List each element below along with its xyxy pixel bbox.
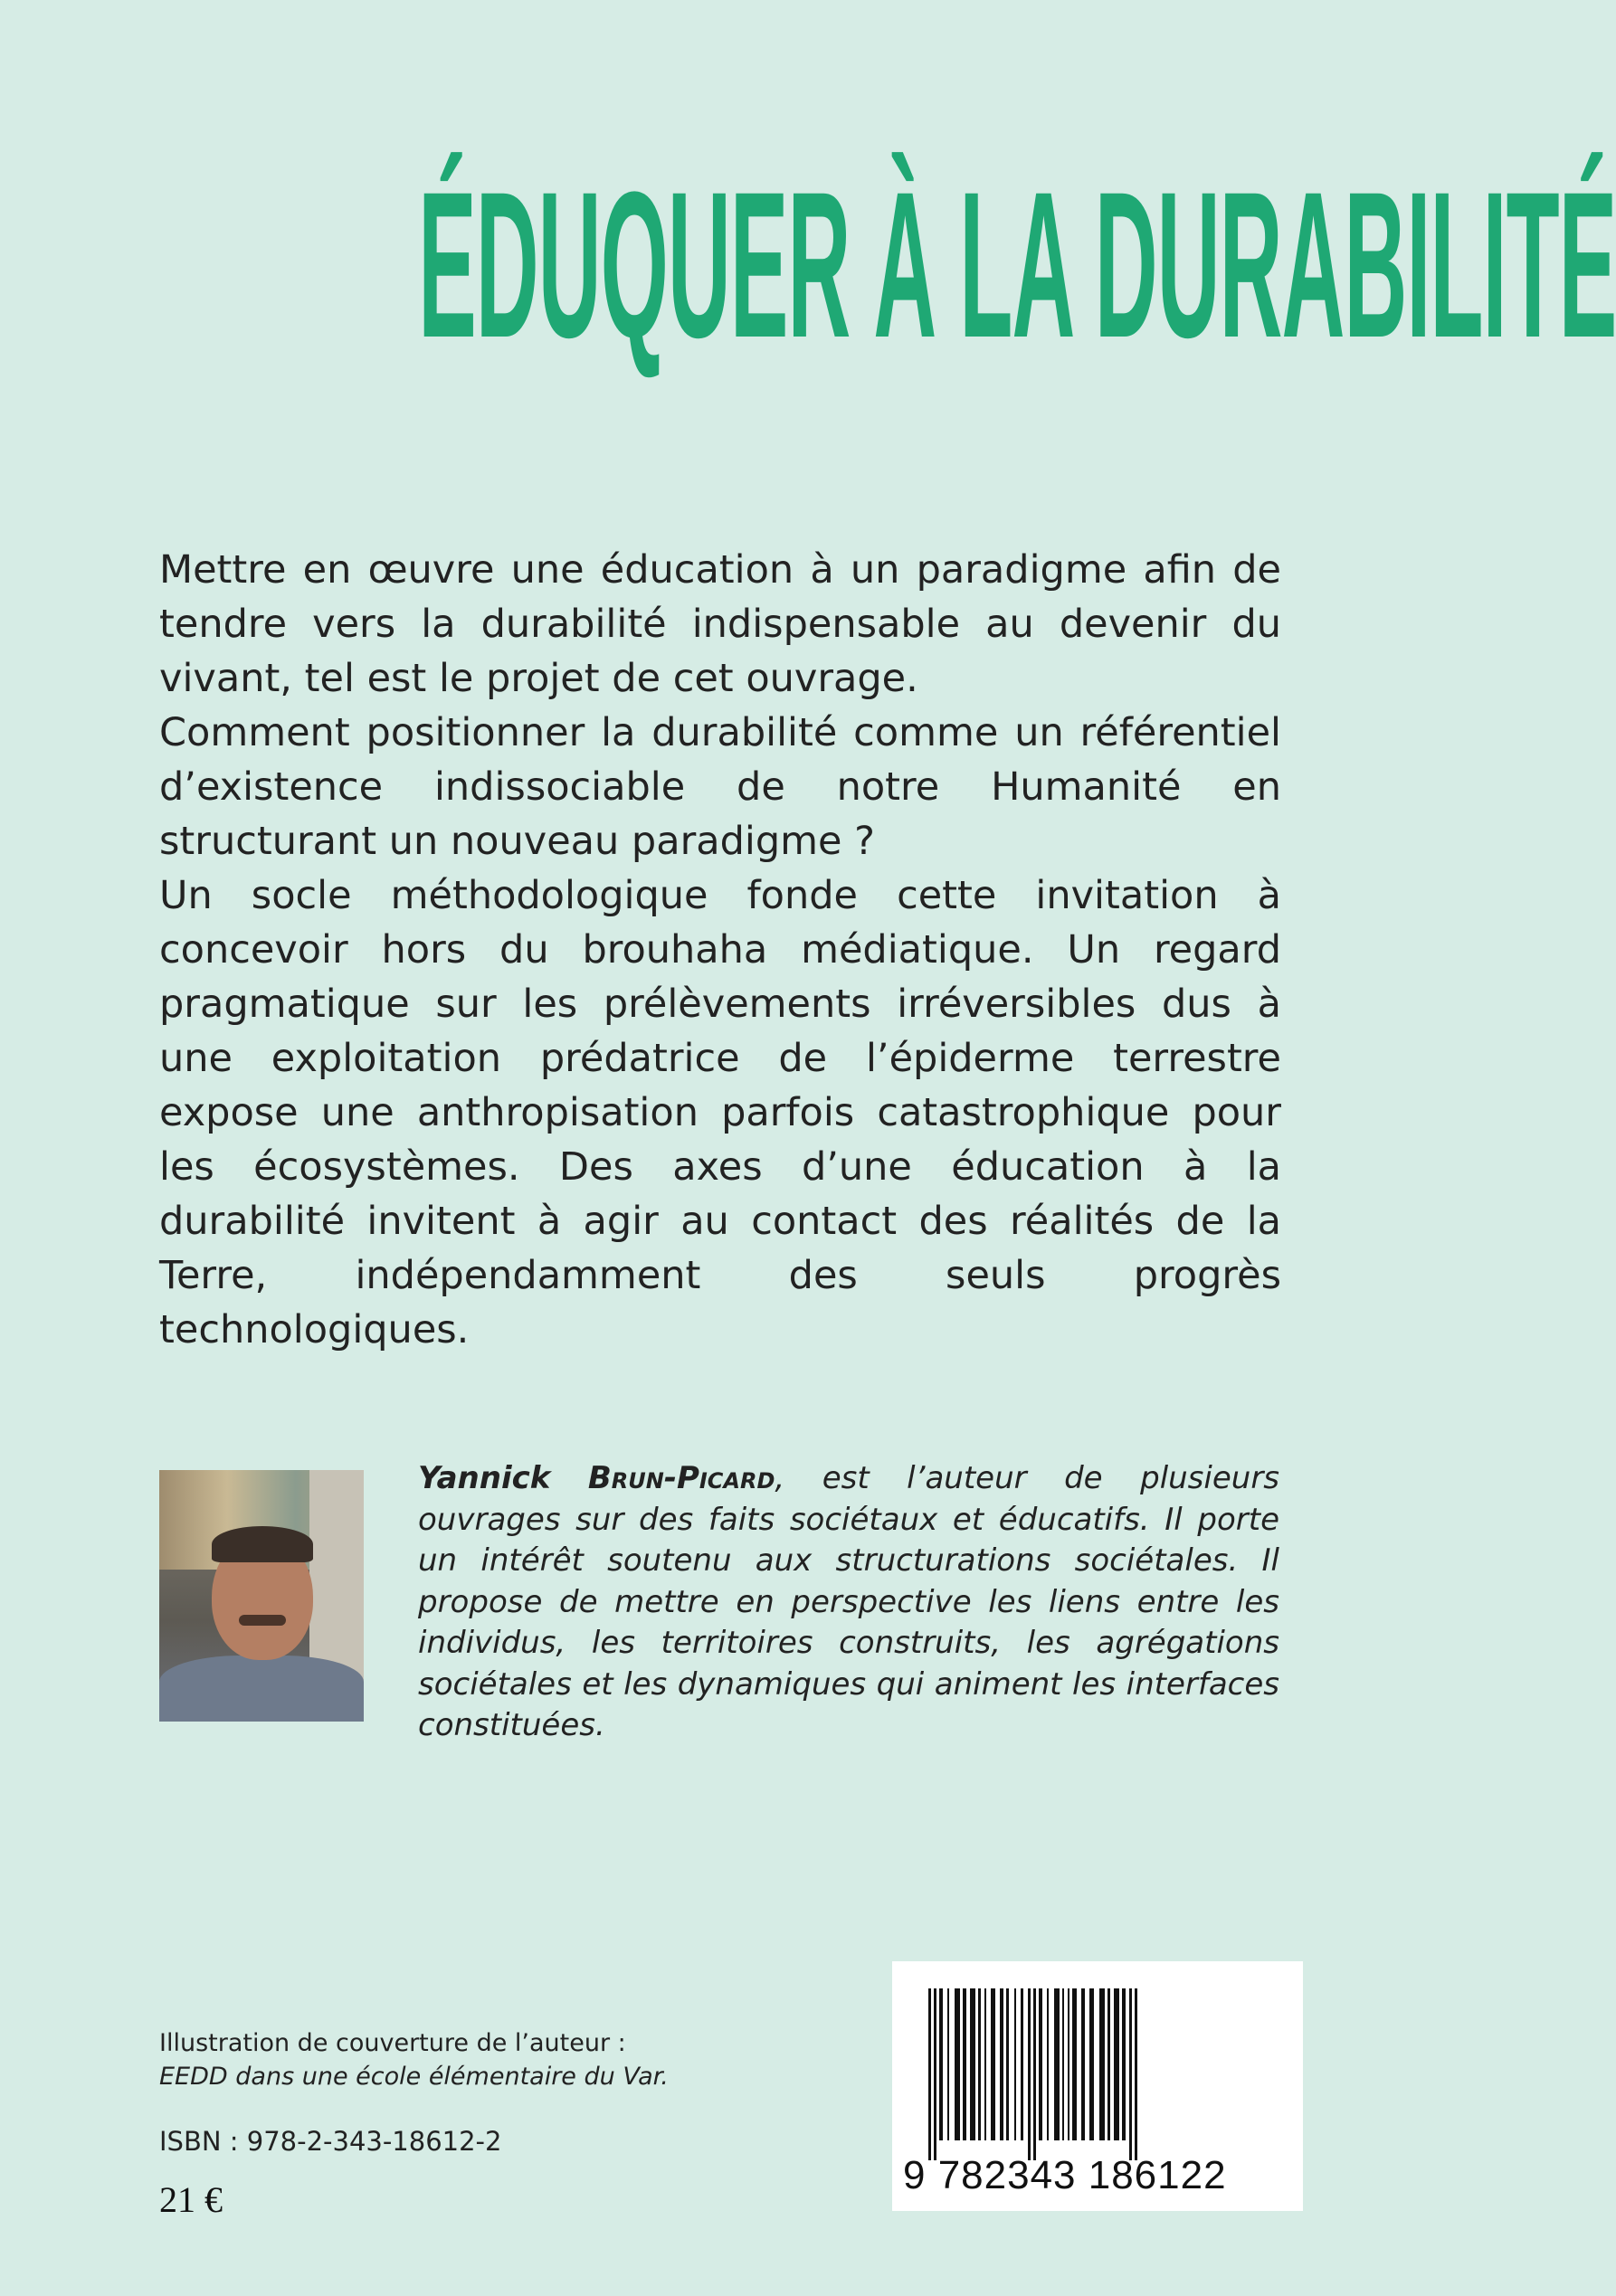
barcode-bar — [947, 1988, 949, 2140]
barcode-bar — [1006, 1988, 1009, 2140]
barcode-bar — [1072, 1988, 1077, 2140]
barcode-bar — [1047, 1988, 1049, 2140]
price: 21 € — [159, 2179, 223, 2220]
barcode-bar — [984, 1988, 986, 2140]
barcode-bar — [1033, 1988, 1036, 2160]
summary-paragraph-1: Mettre en œuvre une éducation à un paradigme afin de tendre vers la durabilité indispensable au devenir du vivant, tel est le projet de cet ouvrage. — [159, 547, 1281, 701]
cover-credit-label: Illustration de couverture de l’auteur : — [159, 2029, 626, 2057]
barcode-bar — [1129, 1988, 1132, 2160]
barcode-bar — [1114, 1988, 1119, 2140]
barcode-bar — [1135, 1988, 1137, 2160]
barcode — [892, 1961, 1303, 2211]
barcode-bar — [934, 1988, 936, 2160]
barcode-bar — [1062, 1988, 1064, 2140]
author-first-name: Yannick — [418, 1460, 551, 1496]
barcode-bar — [1068, 1988, 1069, 2140]
barcode-bar — [1039, 1988, 1042, 2140]
author-photo — [159, 1470, 364, 1722]
cover-credit-work: EEDD dans une école élémentaire du Var. — [159, 2063, 669, 2091]
author-bio — [418, 1458, 1279, 1747]
barcode-bar — [1054, 1988, 1060, 2140]
barcode-bar — [1081, 1988, 1085, 2140]
summary-paragraph-3: Un socle méthodologique fonde cette invitation à concevoir hors du brouhaha médiatique. Un regard pragmatique sur les prélèvements irréversibles dus à une exploitation prédatrice de l’épiderme terrestre expose une anthropisation parfois catastrophique pour les écosystèmes. Des axes d’une éducation à la durabilité invitent à agir au contact des réalités de la Terre, indépendamment des seuls progrès technologiques. — [159, 873, 1281, 1352]
barcode-digits: 9 782343 186122 — [903, 2153, 1227, 2197]
barcode-bar — [991, 1988, 995, 2140]
author-bio-text: , est l’auteur de plusieurs ouvrages sur des faits sociétaux et éducatifs. Il porte un intérêt soutenu aux structurations sociétales. Il propose de mettre en perspective les liens entre les individus, les territoires construits, les agrégations sociétales et les dynamiques qui animent les interfaces constituées. — [418, 1460, 1280, 1743]
cover-credit — [159, 2026, 669, 2093]
barcode-bar — [928, 1988, 931, 2160]
barcode-bar — [1122, 1988, 1126, 2140]
author-last-name: Brun-Picard — [587, 1460, 775, 1496]
book-title: ÉDUQUER À LA DURABILITÉ — [418, 148, 1616, 381]
isbn: ISBN : 978-2-343-18612-2 — [159, 2126, 502, 2157]
barcode-bar — [978, 1988, 981, 2140]
barcode-bar — [1028, 1988, 1031, 2160]
summary-paragraph-2: Comment positionner la durabilité comme un référentiel d’existence indissociable de notre Humanité en structurant un nouveau paradigme ? — [159, 710, 1281, 864]
barcode-bar — [963, 1988, 966, 2140]
barcode-bar — [955, 1988, 960, 2140]
barcode-bar — [1000, 1988, 1003, 2140]
barcode-bar — [1107, 1988, 1110, 2140]
barcode-bar — [1021, 1988, 1023, 2140]
barcode-bar — [1089, 1988, 1094, 2140]
barcode-bar — [1014, 1988, 1016, 2140]
barcode-bar — [939, 1988, 943, 2140]
back-cover-summary — [159, 543, 1281, 1357]
barcode-bar — [970, 1988, 975, 2140]
barcode-bar — [1099, 1988, 1105, 2140]
